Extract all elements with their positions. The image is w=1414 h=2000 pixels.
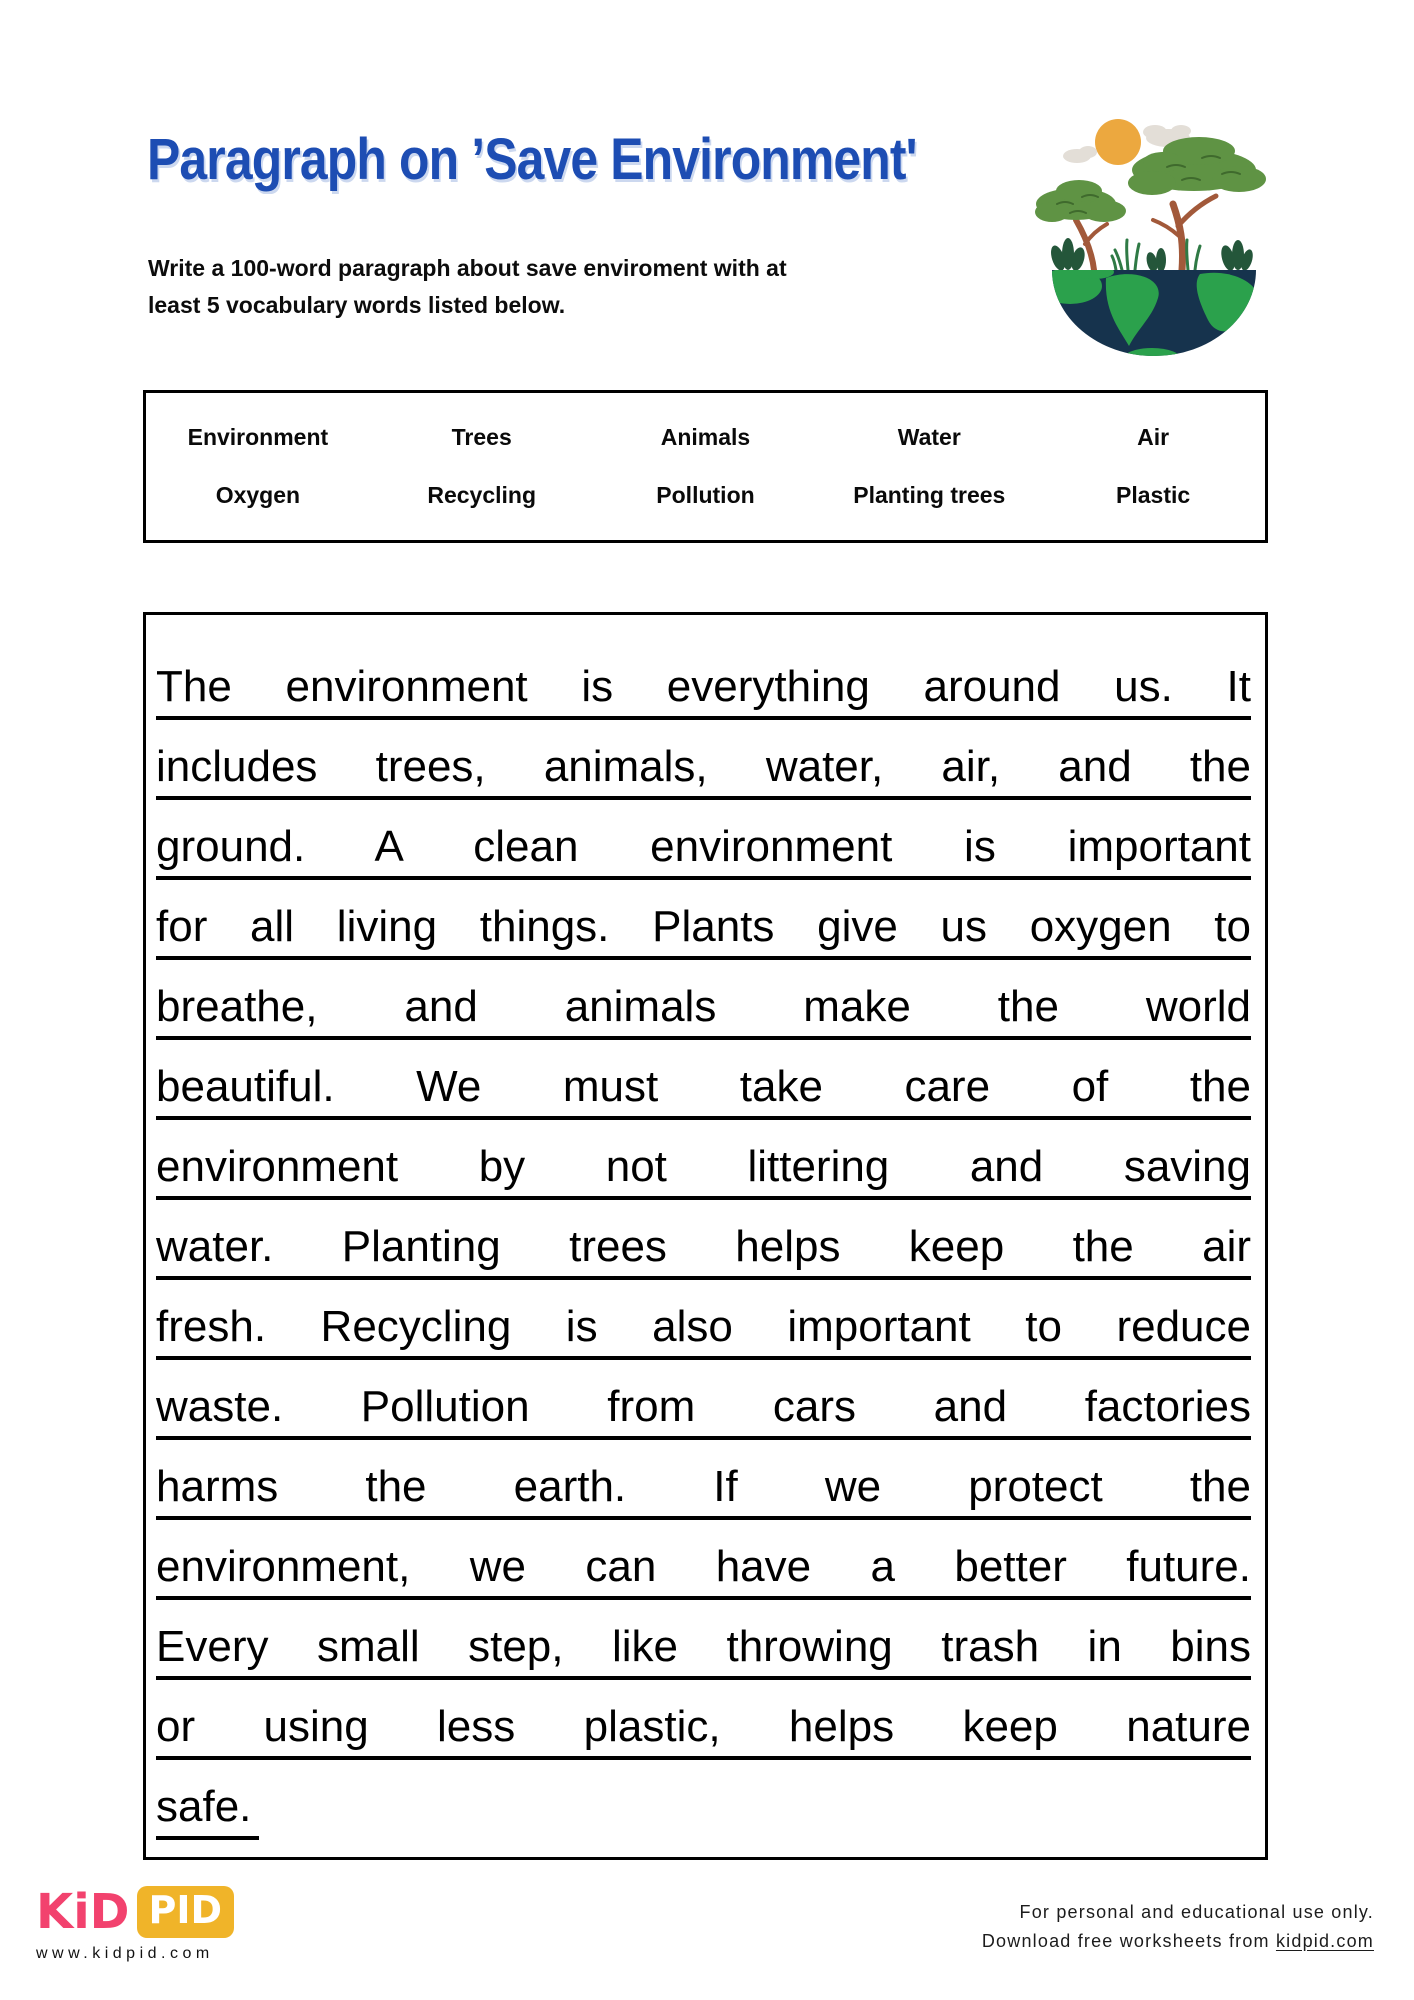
usage-notice [982, 1898, 1374, 1956]
vocab-word: Recycling [427, 482, 537, 508]
paragraph-line: breathe, and animals make the world [156, 967, 1251, 1047]
vocabulary-row-1 [146, 424, 1265, 451]
logo-kid-text: KiD [36, 1884, 130, 1940]
vocab-word: Oxygen [215, 482, 301, 508]
paragraph-answer-box [143, 612, 1268, 1860]
paragraph-line: for all living things. Plants give us oxygen to [156, 887, 1251, 967]
vocab-word: Trees [451, 424, 512, 450]
vocab-word: Planting trees [853, 482, 1006, 508]
paragraph-line: environment by not littering and saving [156, 1127, 1251, 1207]
paragraph-line: waste. Pollution from cars and factories [156, 1367, 1251, 1447]
paragraph-line: ground. A clean environment is important [156, 807, 1251, 887]
paragraph-line: beautiful. We must take care of the [156, 1047, 1251, 1127]
vocabulary-box [143, 390, 1268, 543]
instructions [148, 250, 787, 324]
instructions-line-2: least 5 vocabulary words listed below. [148, 292, 566, 318]
paragraph-line: or using less plastic, helps keep nature [156, 1687, 1251, 1767]
page-title: Paragraph on ’Save Environment' [147, 127, 917, 192]
vocab-word: Animals [660, 424, 751, 450]
earth-icon [1038, 265, 1258, 372]
paragraph-line: safe. [156, 1767, 259, 1847]
tree-icon [1128, 137, 1266, 270]
website-url: www.kidpid.com [36, 1945, 214, 1962]
environment-illustration [1032, 82, 1277, 377]
paragraph-line: water. Planting trees helps keep the air [156, 1207, 1251, 1287]
vocab-word: Plastic [1116, 482, 1191, 508]
vocab-word: Air [1137, 424, 1170, 450]
sun-icon [1095, 119, 1141, 165]
kidpid-link[interactable]: kidpid.com [1275, 1931, 1374, 1951]
logo-pid-badge: PID [137, 1886, 235, 1938]
vocabulary-row-2 [146, 482, 1265, 509]
paragraph-line: environment, we can have a better future. [156, 1527, 1251, 1607]
notice-line-1: For personal and educational use only. [1019, 1902, 1374, 1922]
paragraph-line: includes trees, animals, water, air, and the [156, 727, 1251, 807]
notice-line-2-text: Download free worksheets from [981, 1931, 1276, 1951]
vocab-word: Pollution [656, 482, 755, 508]
kidpid-logo [36, 1886, 234, 1963]
paragraph-line: fresh. Recycling is also important to reduce [156, 1287, 1251, 1367]
paragraph-line: harms the earth. If we protect the [156, 1447, 1251, 1527]
notice-line-2 [982, 1927, 1374, 1956]
vocab-word: Environment [187, 424, 329, 450]
grass-icon [1048, 238, 1255, 273]
paragraph-line: The environment is everything around us. It [156, 647, 1251, 727]
paragraph-line: Every small step, like throwing trash in bins [156, 1607, 1251, 1687]
vocab-word: Water [897, 424, 961, 450]
instructions-line-1: Write a 100-word paragraph about save enviroment with at [148, 255, 787, 281]
